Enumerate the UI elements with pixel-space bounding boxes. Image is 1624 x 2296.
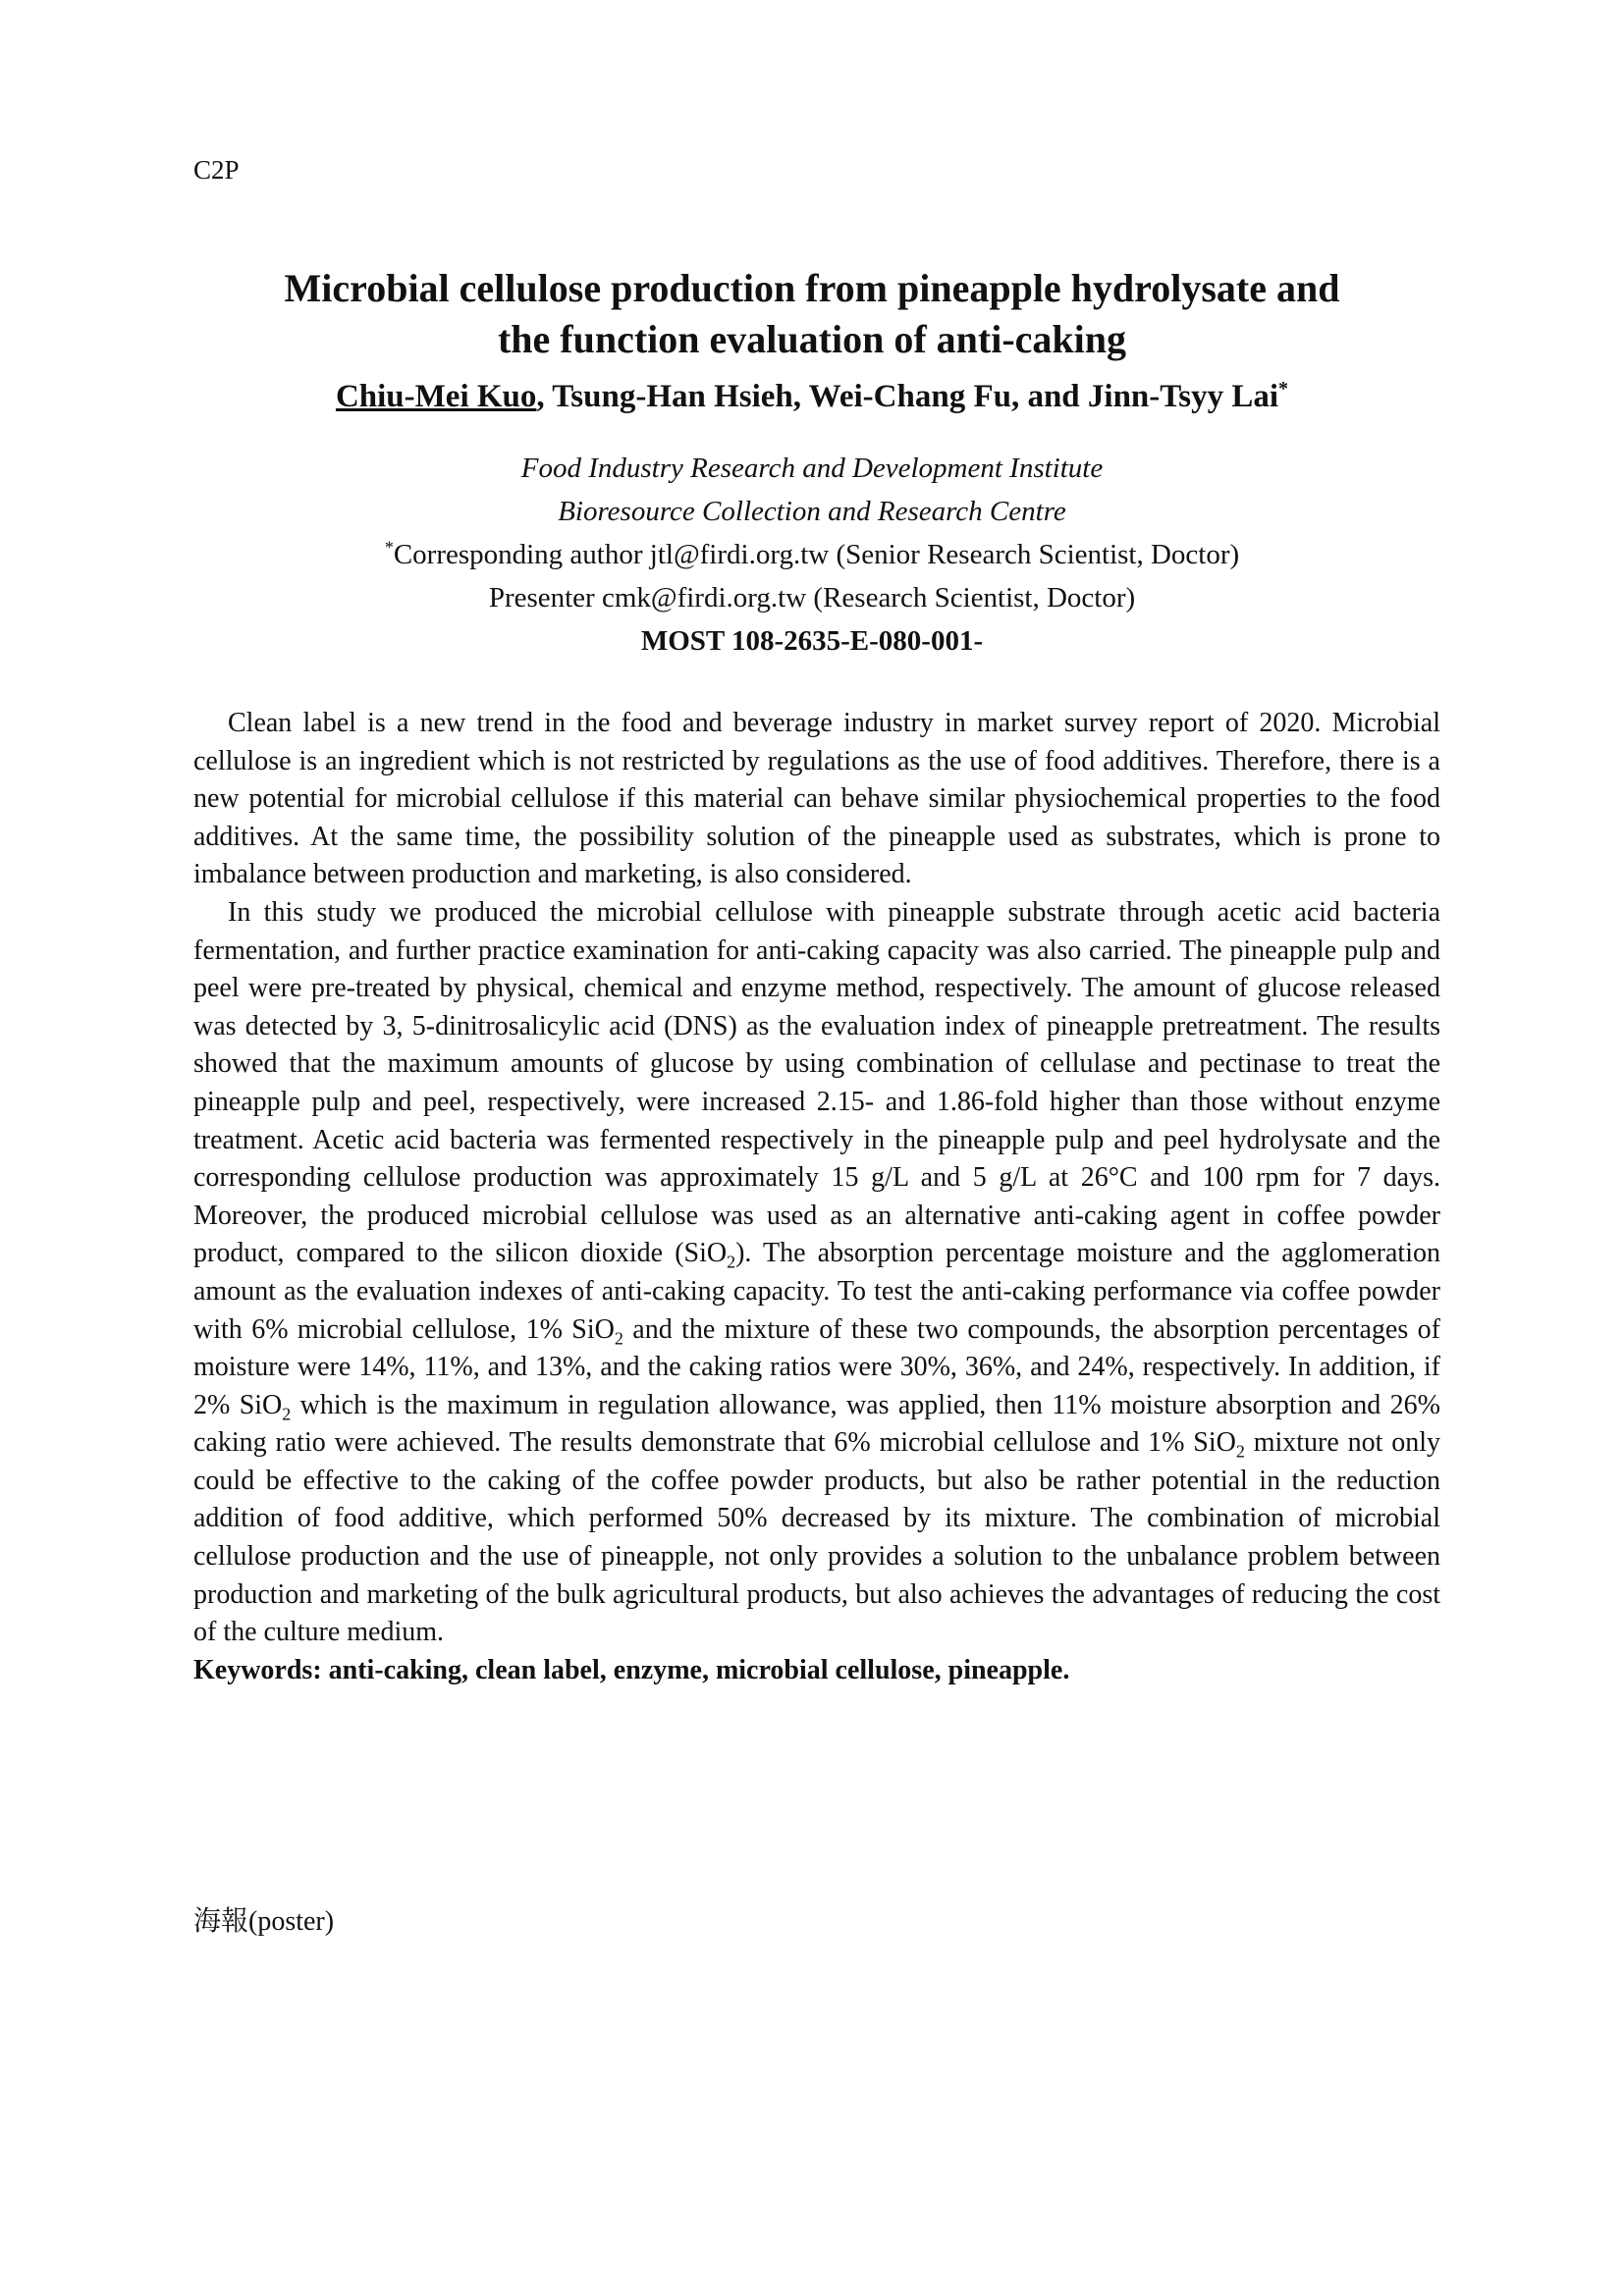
author-list	[147, 377, 1477, 416]
keywords: Keywords: anti-caking, clean label, enzyme, microbial cellulose, pineapple.	[193, 1654, 1070, 1685]
abstract-p2-part-b: ). The absorption percentage moisture and the agglomeration amount as the evaluation indexes of anti-caking capacity. To test the anti-caking performance via coffee powder with 6% microbial cellulose, 1% SiO	[193, 1238, 1440, 1345]
corresponding-author-mark: *	[1278, 378, 1289, 400]
affiliation-institute: Food Industry Research and Development Institute	[520, 453, 1104, 484]
grant-number: MOST 108-2635-E-080-001-	[640, 625, 984, 657]
subscript-2: 2	[282, 1404, 292, 1424]
corresponding-mark: *	[384, 537, 394, 558]
other-authors: , Tsung-Han Hsieh, Wei-Chang Fu, and Jinn-Tsyy Lai	[536, 379, 1279, 414]
abstract-paragraph-2	[193, 894, 1440, 1652]
abstract-p2-part-e: mixture not only could be effective to the caking of the coffee powder products, but also be rather potential in the reduction addition of food additive, which performed 50% decreased by its mixture. The combination of microbial cellulose production and the use of pineapple, not only provides a solution to the unbalance problem between production and marketing of the bulk agricultural products, but also achieves the advantages of reducing the cost of the culture medium.	[193, 1427, 1440, 1648]
abstract	[193, 705, 1440, 1689]
corresponding-author-line	[147, 533, 1477, 576]
abstract-paragraph-1: Clean label is a new trend in the food and beverage industry in market survey report of 2020. Microbial cellulose is an ingredient which is not restricted by regulations as the use of food additives. Therefore, there is a new potential for microbial cellulose if this material can behave similar physiochemical properties to the food additives. At the same time, the possibility solution of the pineapple used as substrates, which is prone to imbalance between production and marketing, is also considered.	[193, 708, 1440, 890]
subscript-2: 2	[727, 1252, 736, 1272]
subscript-2: 2	[614, 1328, 623, 1349]
presenter-author: Chiu-Mei Kuo	[335, 379, 537, 414]
paper-title	[147, 263, 1477, 365]
presenter-line: Presenter cmk@firdi.org.tw (Research Scientist, Doctor)	[488, 582, 1136, 614]
abstract-p2-part-a: In this study we produced the microbial cellulose with pineapple substrate through acetic acid bacteria fermentation, and further practice examination for anti-caking capacity was also carried. The pineapple pulp and peel were pre-treated by physical, chemical and enzyme method, respectively. The amount of glucose released was detected by 3, 5-dinitrosalicylic acid (DNS) as the evaluation index of pineapple pretreatment. The results showed that the maximum amounts of glucose by using combination of cellulase and pectinase to treat the pineapple pulp and peel, respectively, were increased 2.15- and 1.86-fold higher than those without enzyme treatment. Acetic acid bacteria was fermented respectively in the pineapple pulp and peel hydrolysate and the corresponding cellulose production was approximately 15 g/L and 5 g/L at 26°C and 100 rpm for 7 days. Moreover, the produced microbial cellulose was used as an alternative anti-caking agent in coffee powder product, compared to the silicon dioxide (SiO	[193, 896, 1440, 1269]
subscript-2: 2	[1235, 1441, 1245, 1462]
abstract-p2-part-d: which is the maximum in regulation allowance, was applied, then 11% moisture absorption and 26% caking ratio were achieved. The results demonstrate that 6% microbial cellulose and 1% SiO	[193, 1389, 1440, 1459]
corresponding-author-text: Corresponding author jtl@firdi.org.tw (Senior Research Scientist, Doctor)	[393, 539, 1240, 570]
affiliation-block	[147, 447, 1477, 663]
title-line-1: Microbial cellulose production from pineapple hydrolysate and	[284, 266, 1340, 310]
session-code: C2P	[193, 155, 240, 185]
affiliation-centre: Bioresource Collection and Research Centre	[558, 496, 1066, 527]
abstract-p2-part-c: and the mixture of these two compounds, the absorption percentages of moisture were 14%, 11%, and 13%, and the caking ratios were 30%, 36%, and 24%, respectively. In addition, if 2% SiO	[193, 1313, 1440, 1420]
presentation-type: 海報(poster)	[193, 1906, 335, 1937]
title-line-2: the function evaluation of anti-caking	[497, 317, 1127, 361]
